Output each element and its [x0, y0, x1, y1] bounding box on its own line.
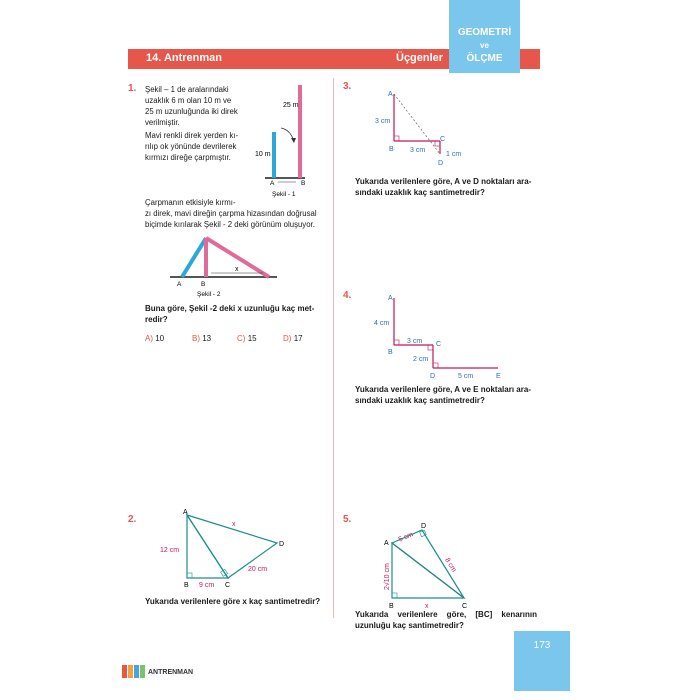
option-b[interactable]	[192, 334, 211, 343]
label-bc: 3 cm	[407, 338, 423, 345]
q5-question-line: Yukarıda verilenlere göre, [BC] kenarının	[355, 610, 537, 619]
q3-question	[355, 176, 540, 198]
logo-bar	[128, 665, 133, 678]
label-x: x	[235, 266, 239, 273]
point-d: D	[421, 523, 427, 530]
fall-arrow	[281, 128, 294, 142]
right-angle-d	[433, 363, 438, 368]
option-value: 10	[155, 334, 165, 343]
label-bc: 9 cm	[199, 582, 215, 589]
label-cd: 1 cm	[446, 151, 462, 158]
option-value: 13	[202, 334, 212, 343]
point-d: D	[430, 373, 436, 380]
label-cd: 2 cm	[413, 356, 429, 363]
label-ad: 5 cm	[397, 531, 415, 544]
q1-figure-2	[165, 232, 285, 300]
figure-1-caption: Şekil - 1	[272, 191, 296, 198]
point-e: E	[496, 373, 501, 380]
label-dc: 8 cm	[443, 556, 458, 574]
page-number: 173	[533, 640, 551, 651]
point-b: B	[389, 146, 394, 153]
point-a: A	[177, 281, 182, 288]
point-d: D	[438, 160, 444, 167]
antrenman-logo	[122, 662, 202, 682]
point-b: B	[388, 349, 393, 356]
option-letter: C)	[237, 334, 246, 343]
option-letter: D)	[283, 334, 292, 343]
logo-text: ANTRENMAN	[148, 669, 194, 676]
q1-p2-line: rılıp ok yönünde devrilerek	[145, 142, 237, 151]
q3-question-line: Yukarıda verilenlere göre, A ve D noktaları ara-	[355, 177, 532, 186]
badge-line-1: GEOMETRİ	[457, 27, 512, 38]
label-ab: 12 cm	[160, 547, 180, 554]
q4-question-line: Yukarıda verilenlere göre, A ve E noktaları ara-	[355, 385, 531, 394]
point-a: A	[388, 295, 393, 302]
logo-bar	[140, 665, 145, 678]
q3-figure	[370, 86, 470, 176]
q2-figure	[155, 505, 300, 595]
q1-p1-line: Şekil – 1 de aralarındaki	[145, 85, 229, 94]
q1-p1-line: verilmiştir.	[145, 118, 180, 127]
label-bc: 3 cm	[410, 147, 426, 154]
q3-question-line: sındaki uzaklık kaç santimetredir?	[355, 188, 485, 197]
q2-question: Yukarıda verilenlere göre x kaç santimetredir?	[145, 597, 321, 606]
point-c: C	[225, 582, 231, 589]
point-a: A	[270, 180, 275, 187]
unit-title: 14. Antrenman	[146, 52, 223, 64]
q1-p3-line: biçimde kırılarak Şekil - 2 deki görünüm oluşuyor.	[145, 220, 315, 229]
q1-figure-1	[245, 80, 315, 200]
q5-question	[355, 609, 537, 631]
label-ab: 3 cm	[375, 118, 391, 125]
q1-question-line: Buna göre, Şekil -2 deki x uzunluğu kaç met-	[145, 304, 315, 313]
point-c: C	[462, 603, 468, 610]
option-value: 17	[293, 334, 303, 343]
column-divider	[333, 78, 334, 618]
q4-number: 4.	[343, 290, 352, 301]
right-angle-b	[187, 573, 192, 578]
point-b: B	[201, 281, 206, 288]
logo-bar	[122, 665, 127, 678]
point-a: A	[388, 91, 393, 98]
option-value: 15	[247, 334, 257, 343]
q1-p2-line: Mavi renkli direk yerden kı-	[145, 131, 239, 140]
q3-number: 3.	[343, 81, 352, 92]
q5-question-line: uzunluğu kaç santimetredir?	[355, 621, 464, 630]
arrow-head-icon	[291, 138, 296, 143]
point-a: A	[384, 540, 389, 547]
q2-number: 2.	[128, 514, 137, 525]
label-10m: 10 m	[255, 151, 271, 158]
point-b: B	[301, 180, 306, 187]
point-c: C	[436, 341, 442, 348]
q1-question-line: redir?	[145, 315, 168, 324]
q4-figure	[370, 290, 520, 382]
right-angle-b	[392, 593, 397, 598]
right-angle-b	[394, 136, 399, 141]
logo-bar	[134, 665, 139, 678]
q1-question	[145, 303, 330, 325]
q4-question	[355, 384, 540, 406]
badge-line-3: ÖLÇME	[466, 53, 503, 64]
q1-number: 1.	[128, 83, 137, 94]
label-x: x	[232, 521, 236, 528]
point-c: C	[440, 136, 446, 143]
point-b: B	[184, 582, 189, 589]
q5-number: 5.	[343, 514, 352, 525]
q5-figure	[365, 518, 480, 610]
q1-p3-line: zı direk, mavi direğin çarpma hizasından doğrusal	[145, 209, 317, 218]
q1-p3-line: Çarpmanın etkisiyle kırmı-	[145, 198, 236, 207]
point-d: D	[279, 541, 285, 548]
point-a: A	[183, 509, 188, 516]
right-angle-b	[394, 340, 399, 345]
option-letter: B)	[192, 334, 200, 343]
label-x: x	[425, 603, 429, 610]
figure-2-caption: Şekil - 2	[197, 291, 221, 298]
label-25m: 25 m	[283, 102, 299, 109]
right-angle-c	[428, 345, 433, 350]
option-c[interactable]	[237, 334, 257, 343]
q4-question-line: sındaki uzaklık kaç santimetredir?	[355, 396, 485, 405]
q1-p2-line: kırmızı direğe çarpmıştır.	[145, 153, 231, 162]
label-cd: 20 cm	[248, 566, 268, 573]
option-letter: A)	[145, 334, 153, 343]
badge-line-2: ve	[480, 41, 489, 50]
option-d[interactable]	[283, 334, 303, 343]
label-ab: 4 cm	[374, 320, 390, 327]
q1-p1-line: uzaklık 6 m olan 10 m ve	[145, 96, 232, 105]
label-de: 5 cm	[458, 373, 474, 380]
topic-title: Üçgenler	[396, 52, 444, 64]
subject-badge	[449, 0, 520, 73]
option-a[interactable]	[145, 334, 164, 343]
fallen-blue-pole	[182, 238, 206, 277]
q1-p1-line: 25 m uzunluğunda iki direk	[145, 107, 238, 116]
label-ab: 2√10 cm	[384, 563, 391, 590]
q1-paragraph-3	[145, 197, 330, 230]
point-b: B	[389, 603, 394, 610]
dashed-ad	[394, 94, 440, 154]
